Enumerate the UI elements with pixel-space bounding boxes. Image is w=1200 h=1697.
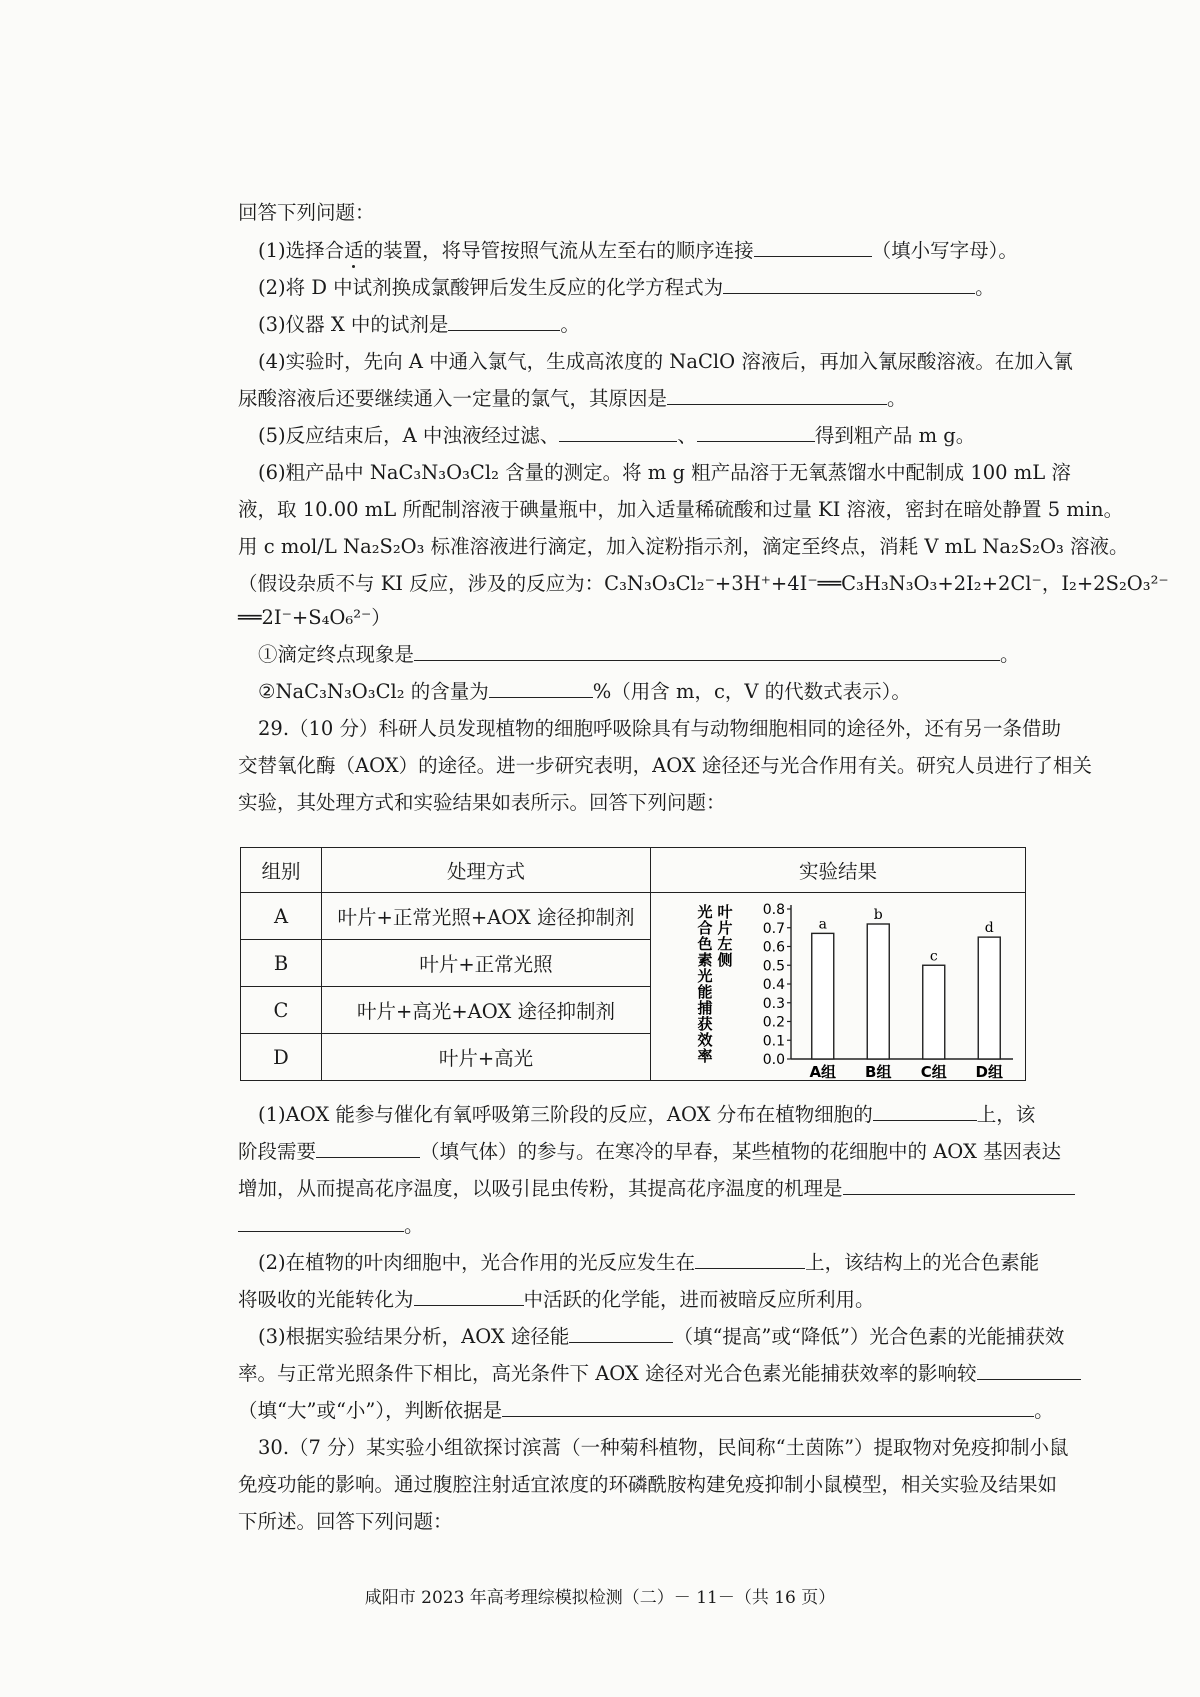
answer-blank	[695, 1248, 805, 1269]
table-header: 处理方式	[322, 848, 651, 893]
bar-chart	[681, 897, 1031, 1081]
y-axis-label-char: 获	[697, 1015, 713, 1033]
y-axis-label-char: 合	[697, 919, 713, 937]
y-axis-label-char: 效	[697, 1031, 713, 1049]
y-axis-label-char: 光	[697, 903, 713, 921]
q28-part5	[258, 421, 975, 451]
q29-part2-line1	[258, 1248, 1039, 1278]
q29-part3-text-d: （填“大”或“小”），判断依据是	[238, 1399, 503, 1422]
q28-sub1	[258, 640, 1020, 670]
answer-blank	[569, 1322, 673, 1343]
q28-part3	[258, 310, 580, 340]
q28-part6-line5: ══2I⁻+S₄O₆²⁻）	[238, 606, 391, 629]
q28-part5-text-c: 得到粗产品 m g。	[814, 424, 976, 447]
y-tick-label: 0.8	[762, 902, 785, 918]
period: 。	[887, 387, 907, 410]
period: 。	[560, 313, 580, 336]
q28-part1-text-b: 的装置，将导管按照气流从左至右的顺序连接	[363, 239, 754, 262]
period: 。	[1034, 1399, 1054, 1422]
experiment-table	[240, 847, 1026, 1081]
q29-part1-text-b: 上，该	[976, 1103, 1036, 1126]
y-tick-label: 0.4	[762, 977, 785, 993]
q29-part3-text-a: (3)根据实验结果分析，AOX 途径能	[258, 1325, 570, 1348]
q30-line1: 30.（7 分）某实验小组欲探讨滨蒿（一种菊科植物，民间称“土茵陈”）提取物对免疫抑制小鼠	[258, 1436, 1069, 1459]
q28-part6-line2: 液，取 10.00 mL 所配制溶液于碘量瓶中，加入适量稀硫酸和过量 KI 溶液，密封在暗处静置 5 min。	[238, 498, 1124, 521]
answer-blank	[873, 1100, 977, 1121]
x-tick-label: B组	[865, 1063, 892, 1081]
bar-c	[923, 965, 945, 1059]
q29-part1-text-a: (1)AOX 能参与催化有氧呼吸第三阶段的反应，AOX 分布在植物细胞的	[258, 1103, 873, 1126]
period: 。	[975, 276, 995, 299]
result-chart-cell	[651, 893, 1026, 1081]
q29-part3-text-c: 率。与正常光照条件下相比，高光条件下 AOX 途径对光合色素光能捕获效率的影响较	[238, 1362, 977, 1385]
q29-part2-text-d: 中活跃的化学能，进而被暗反应所利用。	[523, 1288, 875, 1311]
answer-blank	[667, 384, 887, 405]
answer-blank	[977, 1359, 1081, 1380]
q28-sub2-text-b: %（用含 m，c，V 的代数式表示）。	[592, 680, 911, 703]
bar-a	[812, 933, 834, 1059]
q29-part3-line2	[238, 1359, 1081, 1389]
period: 。	[404, 1214, 424, 1237]
q28-part5-text-b: 、	[677, 424, 697, 447]
emphasis-dot-char: 适	[344, 239, 364, 262]
q29-part2-text-b: 上，该结构上的光合色素能	[805, 1251, 1040, 1274]
table-row	[241, 893, 1026, 940]
q28-part4-line2	[238, 384, 907, 414]
group-cell: B	[241, 940, 322, 987]
treatment-cell: 叶片+正常光照+AOX 途径抑制剂	[322, 893, 651, 940]
q29-part1-line4	[238, 1211, 424, 1241]
y-axis-label-char: 左	[717, 935, 733, 953]
q28-sub1-text: ①滴定终点现象是	[258, 643, 415, 666]
q29-part3-line1	[258, 1322, 1064, 1352]
q29-part3-line3	[238, 1396, 1054, 1426]
bar-b	[867, 924, 889, 1059]
y-tick-label: 0.2	[762, 1014, 785, 1031]
table-header-row	[241, 848, 1026, 893]
q29-part2-line2	[238, 1285, 875, 1315]
bar-data-label: c	[929, 948, 938, 965]
answer-blank	[559, 421, 677, 442]
table-header: 组别	[241, 848, 322, 893]
y-tick-label: 0.3	[762, 995, 785, 1012]
q29-part2-text-a: (2)在植物的叶肉细胞中，光合作用的光反应发生在	[258, 1251, 696, 1274]
answer-blank	[754, 236, 872, 257]
y-axis-label-char: 侧	[717, 951, 733, 969]
bar-d	[978, 937, 1000, 1059]
y-tick-label: 0.7	[762, 920, 785, 937]
y-tick-label: 0.0	[762, 1052, 785, 1068]
answer-blank	[448, 310, 560, 331]
q28-part1-text-a: (1)选择合	[258, 239, 345, 262]
x-tick-label: D组	[975, 1063, 1003, 1081]
y-axis-label-char: 光	[697, 967, 713, 985]
answer-blank	[697, 421, 815, 442]
answer-blank	[489, 677, 593, 698]
answer-blank	[414, 640, 1000, 661]
q30-line2: 免疫功能的影响。通过腹腔注射适宜浓度的环磷酰胺构建免疫抑制小鼠模型，相关实验及结果如	[238, 1473, 1058, 1496]
bar-data-label: b	[873, 907, 883, 923]
q28-part5-text-a: (5)反应结束后，A 中浊液经过滤、	[258, 424, 560, 447]
q28-sub2	[258, 677, 911, 707]
table-header: 实验结果	[651, 848, 1026, 893]
group-cell: C	[241, 987, 322, 1034]
x-tick-label: A组	[809, 1063, 837, 1081]
y-tick-label: 0.6	[762, 939, 785, 956]
bar-data-label: d	[984, 920, 994, 937]
y-tick-label: 0.1	[762, 1033, 785, 1050]
y-axis-label-char: 捕	[697, 999, 713, 1017]
q29-part1-text-e: 增加，从而提高花序温度，以吸引昆虫传粉，其提高花序温度的机理是	[238, 1177, 843, 1200]
q28-sub2-text-a: ②NaC₃N₃O₃Cl₂ 的含量为	[258, 680, 489, 703]
y-axis-label-char: 色	[697, 935, 713, 953]
q28-part4-line1: (4)实验时，先向 A 中通入氯气，生成高浓度的 NaClO 溶液后，再加入氰尿酸溶液。在加入氰	[258, 350, 1073, 373]
treatment-cell: 叶片+正常光照	[322, 940, 651, 987]
q28-part4-text: 尿酸溶液后还要继续通入一定量的氯气，其原因是	[238, 387, 668, 410]
answer-blank	[414, 1285, 524, 1306]
period: 。	[1000, 643, 1020, 666]
group-cell: D	[241, 1034, 322, 1081]
q28-part6-line1: (6)粗产品中 NaC₃N₃O₃Cl₂ 含量的测定。将 m g 粗产品溶于无氧蒸馏水中配制成 100 mL 溶	[258, 461, 1071, 484]
q30-line3: 下所述。回答下列问题：	[238, 1510, 453, 1533]
y-tick-label: 0.5	[762, 958, 785, 975]
y-axis-label-char: 叶	[717, 903, 733, 921]
q28-part2	[258, 273, 995, 303]
q28-part6-line3: 用 c mol/L Na₂S₂O₃ 标准溶液进行滴定，加入淀粉指示剂，滴定至终点，消耗 V mL Na₂S₂O₃ 溶液。	[238, 535, 1129, 558]
answer-blank	[502, 1396, 1034, 1417]
treatment-cell: 叶片+高光	[322, 1034, 651, 1081]
group-cell: A	[241, 893, 322, 940]
q28-part3-text: (3)仪器 X 中的试剂是	[258, 313, 449, 336]
answer-prompt: 回答下列问题：	[238, 201, 375, 224]
y-axis-label-char: 能	[697, 983, 713, 1001]
q29-part1-text-d: （填气体）的参与。在寒冷的早春，某些植物的花细胞中的 AOX 基因表达	[420, 1140, 1062, 1163]
q29-part2-text-c: 将吸收的光能转化为	[238, 1288, 414, 1311]
q28-part2-text: (2)将 D 中试剂换成氯酸钾后发生反应的化学方程式为	[258, 276, 724, 299]
q28-part1-text-c: （填小写字母）。	[871, 239, 1018, 262]
answer-blank	[316, 1137, 420, 1158]
q29-intro-line1: 29.（10 分）科研人员发现植物的细胞呼吸除具有与动物细胞相同的途径外，还有另一条借助	[258, 717, 1062, 740]
q28-part6-line4: （假设杂质不与 KI 反应，涉及的反应为：C₃N₃O₃Cl₂⁻+3H⁺+4I⁻══C₃H₃N₃O₃+2I₂+2Cl⁻，I₂+2S₂O₃²⁻	[238, 572, 1169, 595]
answer-blank	[238, 1211, 404, 1232]
q29-part1-line3	[238, 1174, 1075, 1204]
q29-intro-line2: 交替氧化酶（AOX）的途径。进一步研究表明，AOX 途径还与光合作用有关。研究人员进行了相关	[238, 754, 1092, 777]
answer-blank	[723, 273, 975, 294]
q29-intro-line3: 实验，其处理方式和实验结果如表所示。回答下列问题：	[238, 791, 726, 814]
q29-part1-line2	[238, 1137, 1061, 1167]
q29-part1-text-c: 阶段需要	[238, 1140, 317, 1163]
answer-blank	[843, 1174, 1075, 1195]
q28-part1	[258, 236, 1018, 266]
y-axis-label-char: 素	[697, 951, 713, 969]
treatment-cell: 叶片+高光+AOX 途径抑制剂	[322, 987, 651, 1034]
q29-part1-line1	[258, 1100, 1035, 1130]
x-tick-label: C组	[920, 1063, 947, 1081]
page-footer: 咸阳市 2023 年高考理综模拟检测（二）－ 11－（共 16 页）	[364, 1588, 836, 1608]
bar-data-label: a	[818, 916, 827, 933]
y-axis-label-char: 片	[717, 919, 733, 937]
y-axis-label-char: 率	[697, 1047, 713, 1065]
q29-part3-text-b: （填“提高”或“降低”）光合色素的光能捕获效	[673, 1325, 1065, 1348]
